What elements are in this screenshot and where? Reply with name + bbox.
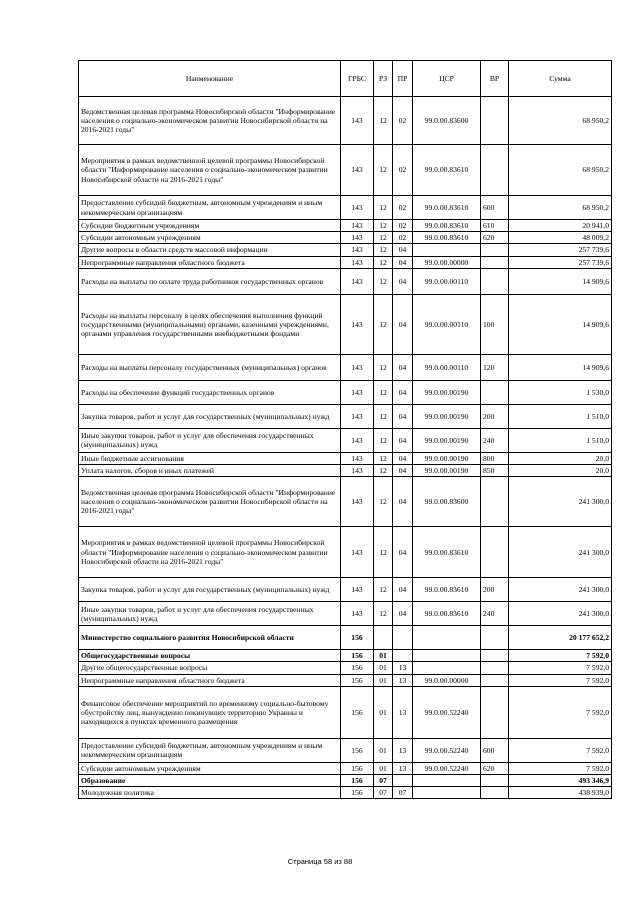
cell-grbs: 143 — [341, 380, 374, 404]
cell-grbs: 156 — [341, 626, 374, 650]
table-row — [79, 738, 612, 762]
cell-rz: 01 — [374, 674, 393, 686]
cell-name: Закупка товаров, работ и услуг для государственных (муниципальных) нужд — [79, 404, 341, 428]
table-row — [79, 662, 612, 674]
cell-sum: 493 346,9 — [509, 775, 612, 787]
header-vr: ВР — [481, 61, 509, 97]
cell-pr: 02 — [393, 196, 413, 220]
cell-grbs: 156 — [341, 775, 374, 787]
table-row — [79, 97, 612, 145]
cell-grbs: 143 — [341, 428, 374, 452]
cell-rz: 12 — [374, 404, 393, 428]
cell-pr — [393, 650, 413, 662]
cell-csr: 99.0.00.83610 — [413, 232, 481, 244]
cell-csr — [413, 787, 481, 799]
cell-sum: 1 530,0 — [509, 380, 612, 404]
cell-vr — [481, 674, 509, 686]
cell-rz: 07 — [374, 787, 393, 799]
cell-name: Другие общегосударственные вопросы — [79, 662, 341, 674]
cell-csr: 99.0.00.00000 — [413, 256, 481, 268]
cell-grbs: 143 — [341, 477, 374, 527]
cell-pr: 13 — [393, 686, 413, 738]
table-row — [79, 762, 612, 774]
cell-grbs: 156 — [341, 686, 374, 738]
cell-sum: 7 592,0 — [509, 738, 612, 762]
cell-name: Другие вопросы в области средств массовой информации — [79, 244, 341, 256]
cell-grbs: 143 — [341, 220, 374, 232]
cell-pr: 04 — [393, 527, 413, 578]
cell-csr: 99.0.00.00000 — [413, 674, 481, 686]
cell-sum: 68 950,2 — [509, 97, 612, 145]
cell-pr: 13 — [393, 762, 413, 774]
cell-rz — [374, 626, 393, 650]
cell-vr — [481, 775, 509, 787]
cell-csr: 99.0.00.83610 — [413, 578, 481, 602]
cell-vr — [481, 477, 509, 527]
table-row — [79, 650, 612, 662]
cell-sum: 20 177 652,2 — [509, 626, 612, 650]
cell-rz: 12 — [374, 220, 393, 232]
table-row — [79, 404, 612, 428]
table-row — [79, 674, 612, 686]
cell-csr — [413, 775, 481, 787]
cell-name: Расходы на выплаты по оплате труда работников государственных органов — [79, 268, 341, 294]
cell-csr: 99.0.00.52240 — [413, 686, 481, 738]
cell-name: Расходы на выплаты персоналу государственных (муниципальных) органов — [79, 354, 341, 380]
table-row — [79, 428, 612, 452]
cell-grbs: 143 — [341, 404, 374, 428]
page-footer: Страница 58 из 88 — [287, 857, 353, 866]
cell-pr: 07 — [393, 787, 413, 799]
cell-grbs: 143 — [341, 232, 374, 244]
cell-grbs: 143 — [341, 465, 374, 477]
header-rz: РЗ — [374, 61, 393, 97]
table-row — [79, 244, 612, 256]
cell-pr: 13 — [393, 662, 413, 674]
cell-vr — [481, 256, 509, 268]
table-row — [79, 294, 612, 354]
cell-grbs: 143 — [341, 244, 374, 256]
cell-grbs: 143 — [341, 452, 374, 464]
cell-vr — [481, 268, 509, 294]
cell-sum: 48 009,2 — [509, 232, 612, 244]
header-name: Наименование — [79, 61, 341, 97]
cell-vr — [481, 527, 509, 578]
cell-grbs: 143 — [341, 354, 374, 380]
cell-vr — [481, 244, 509, 256]
cell-rz: 12 — [374, 380, 393, 404]
cell-rz: 12 — [374, 602, 393, 626]
cell-name: Предоставление субсидий бюджетным, автономным учреждениям и иным некоммерческим организациям — [79, 196, 341, 220]
cell-name: Субсидии автономным учреждениям — [79, 232, 341, 244]
cell-pr: 04 — [393, 294, 413, 354]
cell-grbs: 156 — [341, 787, 374, 799]
cell-csr: 99.0.00.00190 — [413, 404, 481, 428]
cell-rz: 12 — [374, 244, 393, 256]
cell-csr: 99.0.00.83600 — [413, 477, 481, 527]
cell-csr — [413, 626, 481, 650]
cell-name: Иные закупки товаров, работ и услуг для обеспечения государственных (муниципальных) нужд — [79, 602, 341, 626]
cell-vr — [481, 626, 509, 650]
cell-pr: 04 — [393, 602, 413, 626]
cell-name: Финансовое обеспечение мероприятий по временному социально-бытовому обустройству лиц, вынужденно покинувших территорию Украины и находящихся в пунктах временного размещения — [79, 686, 341, 738]
header-grbs: ГРБС — [341, 61, 374, 97]
cell-csr: 99.0.00.00110 — [413, 294, 481, 354]
cell-name: Расходы на выплаты персоналу в целях обеспечения выполнения функций государственными (муниципальными) органами, казенными учреждениями, органами управления государственными внебюджетными фондами — [79, 294, 341, 354]
cell-pr: 13 — [393, 738, 413, 762]
cell-pr: 02 — [393, 232, 413, 244]
cell-pr: 13 — [393, 674, 413, 686]
cell-pr: 02 — [393, 220, 413, 232]
cell-sum: 257 739,6 — [509, 244, 612, 256]
cell-pr: 04 — [393, 268, 413, 294]
cell-csr: 99.0.00.00110 — [413, 268, 481, 294]
cell-name: Непрограммные направления областного бюджета — [79, 674, 341, 686]
cell-name: Иные закупки товаров, работ и услуг для обеспечения государственных (муниципальных) нужд — [79, 428, 341, 452]
cell-grbs: 143 — [341, 97, 374, 145]
cell-grbs: 143 — [341, 578, 374, 602]
cell-pr: 04 — [393, 244, 413, 256]
table-row — [79, 602, 612, 626]
cell-grbs: 156 — [341, 674, 374, 686]
cell-name: Субсидии автономным учреждениям — [79, 762, 341, 774]
cell-csr — [413, 244, 481, 256]
cell-rz: 12 — [374, 477, 393, 527]
cell-grbs: 143 — [341, 527, 374, 578]
cell-pr: 04 — [393, 452, 413, 464]
cell-sum: 7 592,0 — [509, 662, 612, 674]
cell-rz: 01 — [374, 686, 393, 738]
table-row — [79, 380, 612, 404]
cell-name: Субсидии бюджетным учреждениям — [79, 220, 341, 232]
cell-sum: 241 300,0 — [509, 602, 612, 626]
cell-rz: 12 — [374, 578, 393, 602]
cell-grbs: 143 — [341, 602, 374, 626]
table-header-row — [79, 61, 612, 97]
cell-pr: 04 — [393, 380, 413, 404]
cell-rz: 12 — [374, 196, 393, 220]
cell-csr: 99.0.00.00190 — [413, 380, 481, 404]
cell-vr — [481, 787, 509, 799]
cell-vr — [481, 145, 509, 196]
cell-vr: 620 — [481, 762, 509, 774]
cell-vr — [481, 686, 509, 738]
cell-pr: 04 — [393, 354, 413, 380]
cell-rz: 12 — [374, 452, 393, 464]
cell-sum: 1 510,0 — [509, 428, 612, 452]
cell-name: Мероприятия в рамках ведомственной целевой программы Новосибирской области "Информирование населения о социально-экономическом развитии Новосибирской области на 2016-2021 годы" — [79, 145, 341, 196]
cell-rz: 12 — [374, 527, 393, 578]
cell-csr: 99.0.00.83610 — [413, 527, 481, 578]
cell-vr: 800 — [481, 452, 509, 464]
cell-grbs: 156 — [341, 762, 374, 774]
cell-csr: 99.0.00.00190 — [413, 428, 481, 452]
cell-name: Министерство социального развития Новосибирской области — [79, 626, 341, 650]
cell-vr: 600 — [481, 196, 509, 220]
cell-name: Иные бюджетные ассигнования — [79, 452, 341, 464]
cell-name: Расходы на обеспечение функций государственных органов — [79, 380, 341, 404]
cell-grbs: 143 — [341, 196, 374, 220]
table-row — [79, 626, 612, 650]
cell-rz: 12 — [374, 354, 393, 380]
cell-rz: 01 — [374, 650, 393, 662]
cell-name: Непрограммные направления областного бюджета — [79, 256, 341, 268]
cell-rz: 12 — [374, 256, 393, 268]
cell-csr — [413, 650, 481, 662]
cell-grbs: 143 — [341, 294, 374, 354]
header-csr: ЦСР — [413, 61, 481, 97]
cell-sum: 241 300,0 — [509, 477, 612, 527]
cell-sum: 257 739,6 — [509, 256, 612, 268]
cell-grbs: 143 — [341, 145, 374, 196]
table-body — [79, 97, 612, 799]
cell-sum: 7 592,0 — [509, 686, 612, 738]
cell-name: Ведомственная целевая программа Новосибирской области "Информирование населения о социально-экономическом развитии Новосибирской области на 2016-2021 годы" — [79, 97, 341, 145]
cell-sum: 14 909,6 — [509, 354, 612, 380]
cell-pr: 02 — [393, 145, 413, 196]
table-row — [79, 268, 612, 294]
cell-vr — [481, 97, 509, 145]
cell-sum: 14 909,6 — [509, 294, 612, 354]
cell-vr: 200 — [481, 578, 509, 602]
cell-vr: 600 — [481, 738, 509, 762]
cell-pr — [393, 775, 413, 787]
cell-pr: 04 — [393, 428, 413, 452]
cell-name: Закупка товаров, работ и услуг для государственных (муниципальных) нужд — [79, 578, 341, 602]
cell-vr: 240 — [481, 602, 509, 626]
cell-sum: 7 592,0 — [509, 674, 612, 686]
cell-name: Мероприятия в рамках ведомственной целевой программы Новосибирской области "Информирование населения о социально-экономическом развитии Новосибирской области на 2016-2021 годы" — [79, 527, 341, 578]
cell-name: Предоставление субсидий бюджетным, автономным учреждениям и иным некоммерческим организациям — [79, 738, 341, 762]
cell-sum: 241 300,0 — [509, 578, 612, 602]
table-row — [79, 787, 612, 799]
cell-rz: 12 — [374, 268, 393, 294]
table-row — [79, 686, 612, 738]
cell-vr: 610 — [481, 220, 509, 232]
cell-vr: 850 — [481, 465, 509, 477]
cell-vr: 120 — [481, 354, 509, 380]
cell-pr: 04 — [393, 465, 413, 477]
cell-rz: 01 — [374, 662, 393, 674]
cell-pr: 04 — [393, 404, 413, 428]
cell-rz: 12 — [374, 97, 393, 145]
cell-name: Ведомственная целевая программа Новосибирской области "Информирование населения о социально-экономическом развитии Новосибирской области на 2016-2021 годы" — [79, 477, 341, 527]
cell-sum: 1 510,0 — [509, 404, 612, 428]
cell-csr: 99.0.00.83610 — [413, 145, 481, 196]
cell-sum: 20,0 — [509, 465, 612, 477]
table-row — [79, 465, 612, 477]
cell-rz: 12 — [374, 232, 393, 244]
table-row — [79, 452, 612, 464]
table-row — [79, 145, 612, 196]
table-row — [79, 527, 612, 578]
cell-sum: 438 939,0 — [509, 787, 612, 799]
table-row — [79, 477, 612, 527]
table-row — [79, 775, 612, 787]
cell-rz: 07 — [374, 775, 393, 787]
cell-vr — [481, 380, 509, 404]
cell-rz: 12 — [374, 145, 393, 196]
cell-rz: 12 — [374, 428, 393, 452]
cell-name: Образование — [79, 775, 341, 787]
cell-pr — [393, 626, 413, 650]
cell-rz: 01 — [374, 738, 393, 762]
cell-vr — [481, 662, 509, 674]
table-row — [79, 196, 612, 220]
cell-grbs: 143 — [341, 268, 374, 294]
table-row — [79, 578, 612, 602]
cell-sum: 68 950,2 — [509, 196, 612, 220]
cell-sum: 241 300,0 — [509, 527, 612, 578]
table-row — [79, 256, 612, 268]
cell-grbs: 156 — [341, 738, 374, 762]
cell-csr — [413, 662, 481, 674]
cell-name: Уплата налогов, сборов и иных платежей — [79, 465, 341, 477]
cell-rz: 12 — [374, 465, 393, 477]
cell-pr: 02 — [393, 97, 413, 145]
cell-rz: 12 — [374, 294, 393, 354]
cell-grbs: 156 — [341, 662, 374, 674]
cell-name: Молодежная политика — [79, 787, 341, 799]
cell-grbs: 143 — [341, 256, 374, 268]
cell-vr: 100 — [481, 294, 509, 354]
cell-vr — [481, 650, 509, 662]
cell-csr: 99.0.00.83610 — [413, 196, 481, 220]
table-row — [79, 220, 612, 232]
cell-grbs: 156 — [341, 650, 374, 662]
cell-sum: 7 592,0 — [509, 650, 612, 662]
cell-csr: 99.0.00.83600 — [413, 97, 481, 145]
cell-sum: 14 909,6 — [509, 268, 612, 294]
cell-pr: 04 — [393, 578, 413, 602]
cell-vr: 240 — [481, 428, 509, 452]
header-sum: Сумма — [509, 61, 612, 97]
cell-csr: 99.0.00.52240 — [413, 762, 481, 774]
cell-sum: 7 592,0 — [509, 762, 612, 774]
cell-csr: 99.0.00.00190 — [413, 465, 481, 477]
header-pr: ПР — [393, 61, 413, 97]
cell-pr: 04 — [393, 256, 413, 268]
cell-pr: 04 — [393, 477, 413, 527]
cell-sum: 20 941,0 — [509, 220, 612, 232]
cell-csr: 99.0.00.52240 — [413, 738, 481, 762]
cell-vr: 620 — [481, 232, 509, 244]
cell-csr: 99.0.00.00190 — [413, 452, 481, 464]
cell-vr: 200 — [481, 404, 509, 428]
table-row — [79, 354, 612, 380]
cell-sum: 68 950,2 — [509, 145, 612, 196]
cell-name: Общегосударственные вопросы — [79, 650, 341, 662]
cell-rz: 01 — [374, 762, 393, 774]
table-row — [79, 232, 612, 244]
cell-csr: 99.0.00.00110 — [413, 354, 481, 380]
cell-csr: 99.0.00.83610 — [413, 602, 481, 626]
cell-sum: 20,0 — [509, 452, 612, 464]
cell-csr: 99.0.00.83610 — [413, 220, 481, 232]
budget-table — [78, 60, 612, 799]
